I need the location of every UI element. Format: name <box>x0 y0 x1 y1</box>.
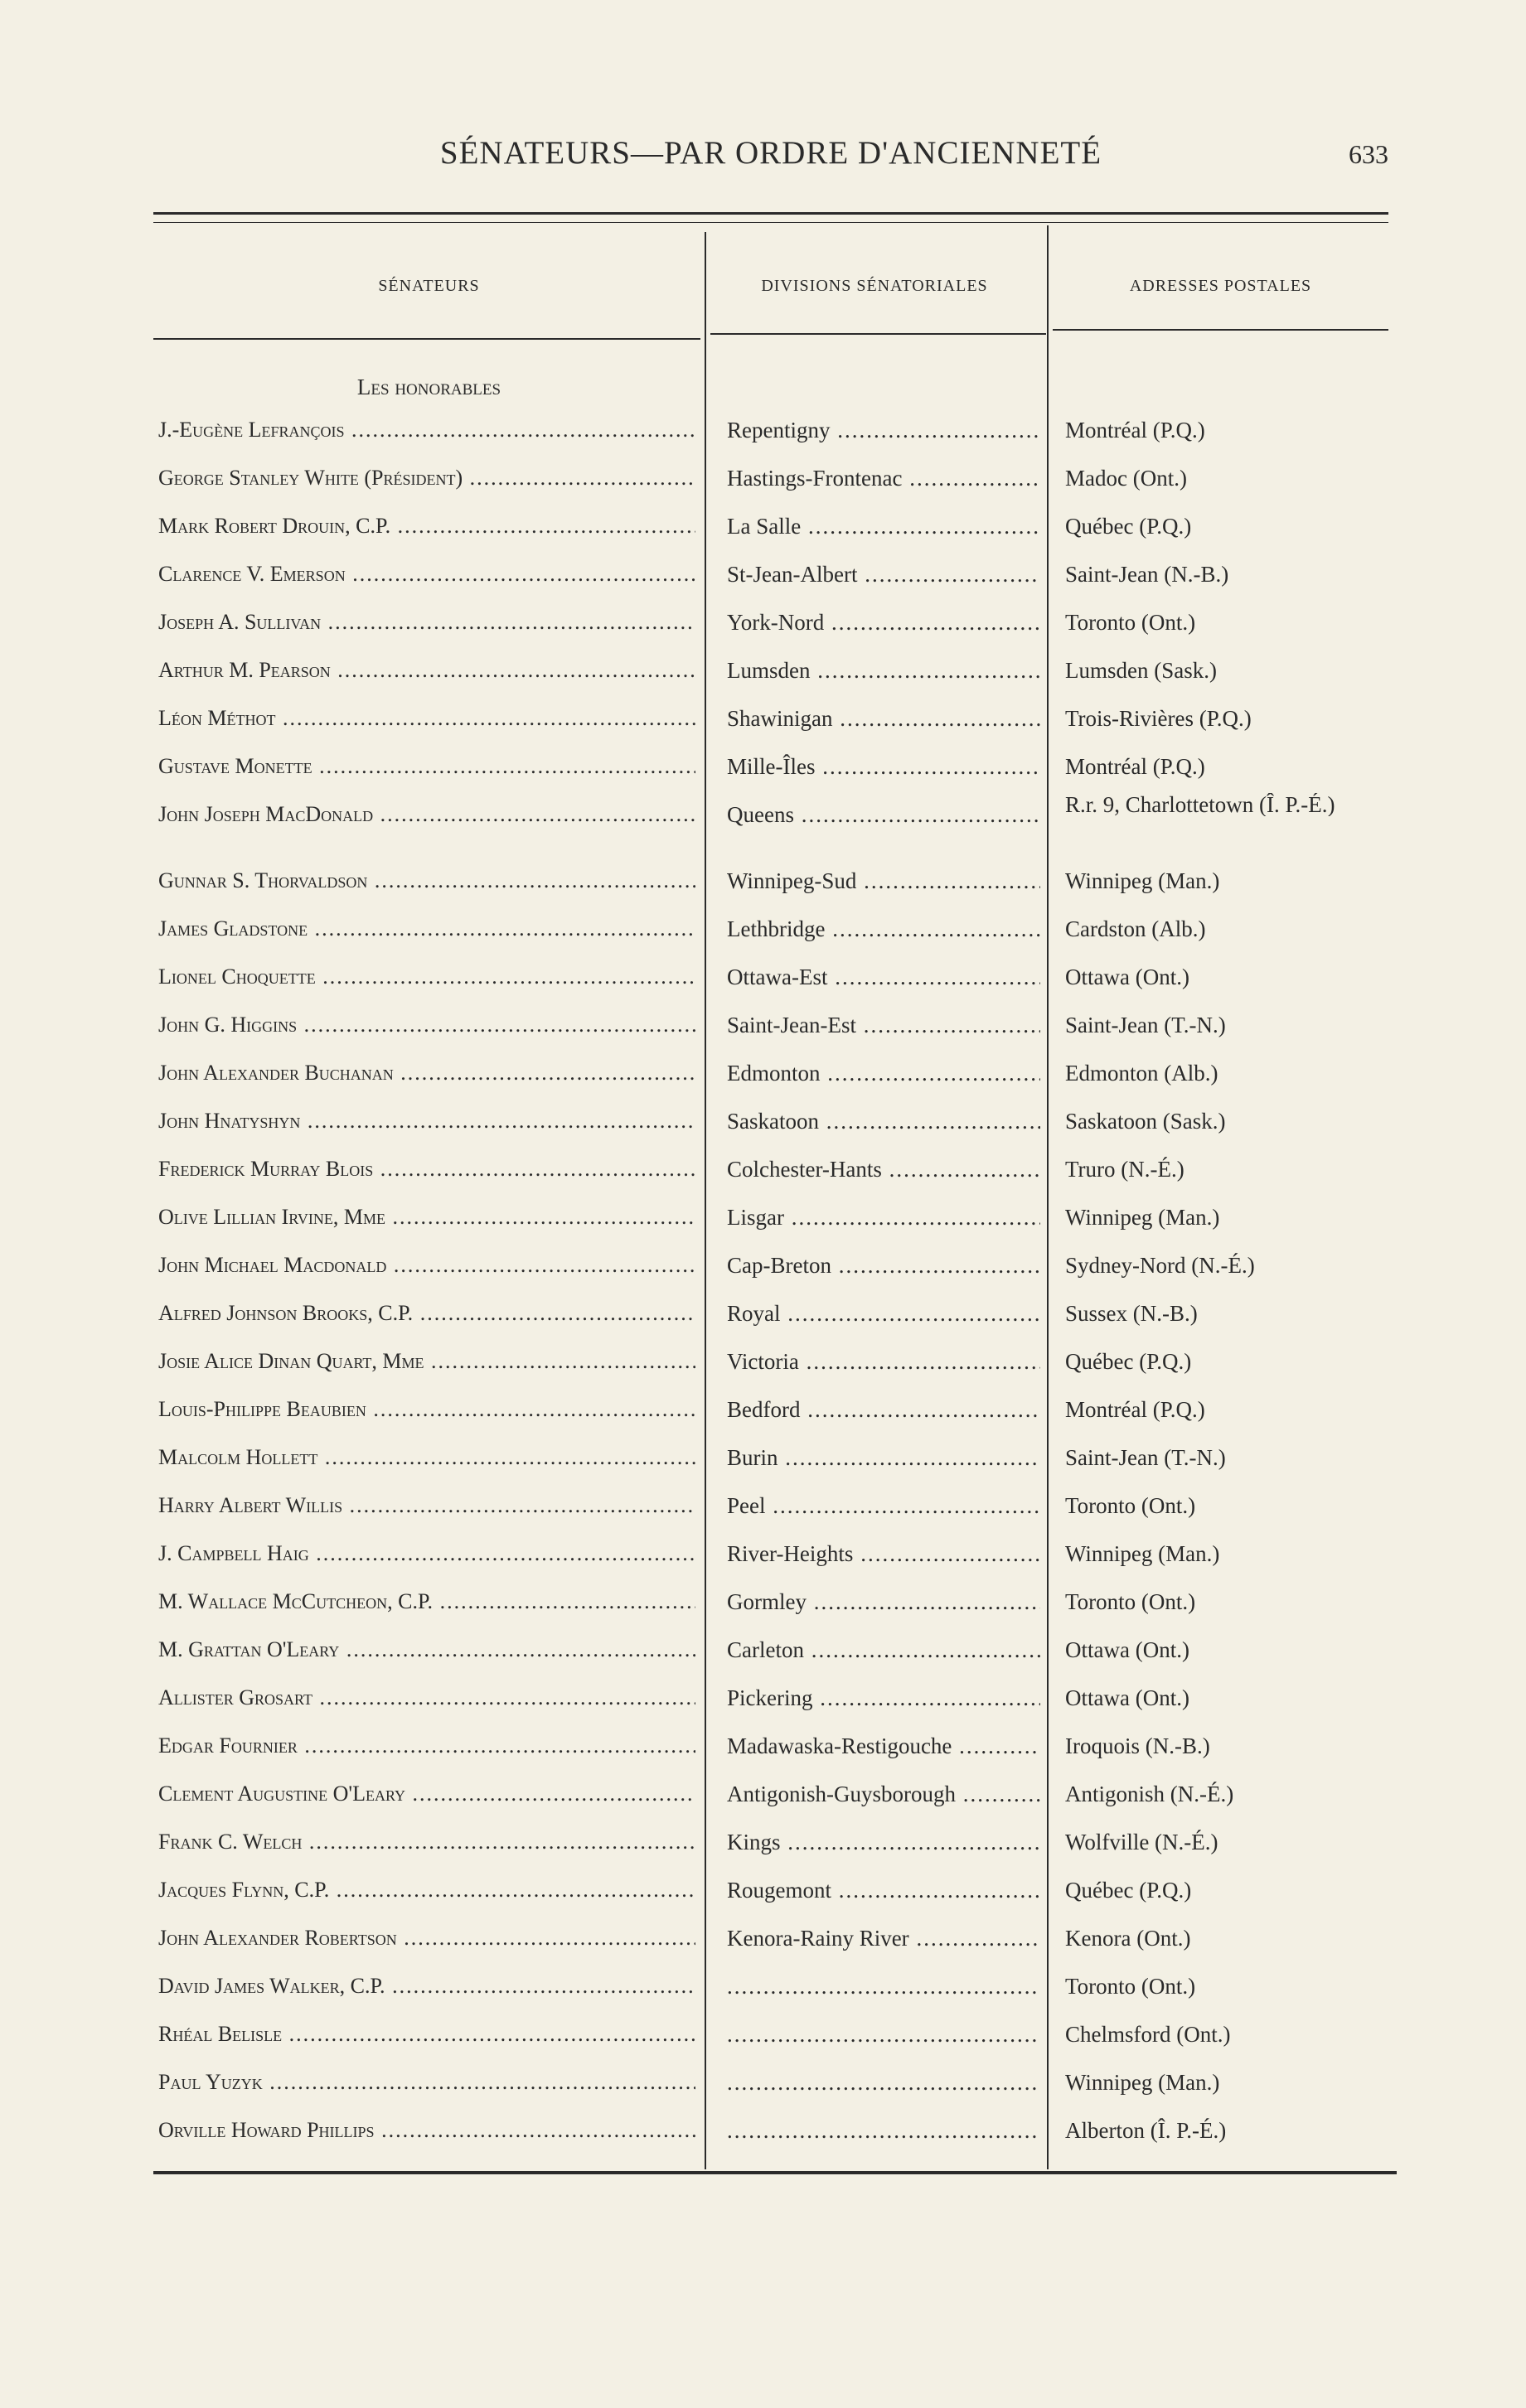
senatorial-division: Lethbridge ..... <box>727 912 1040 945</box>
subheading: Les honorables <box>356 375 501 399</box>
senator-name: Alfred Johnson Brooks, C.P. ..... <box>158 1297 695 1330</box>
senatorial-division: Saint-Jean-Est ..... <box>727 1008 1040 1042</box>
senator-name: Harry Albert Willis ..... <box>158 1489 695 1522</box>
senatorial-division: Kings ..... <box>727 1825 1040 1859</box>
table-row <box>153 1825 1388 1859</box>
senator-name: Gustave Monette ..... <box>158 750 695 783</box>
postal-address: Cardston (Alb.) <box>1065 916 1206 941</box>
senatorial-division: Madawaska-Restigouche ..... <box>727 1729 1040 1762</box>
senator-name: George Stanley White (Président) ..... <box>158 462 695 495</box>
table-row <box>153 1249 1388 1282</box>
senator-name: Paul Yuzyk ..... <box>158 2066 695 2099</box>
postal-address: Truro (N.-É.) <box>1065 1157 1184 1182</box>
senator-name: Malcolm Hollett ..... <box>158 1441 695 1474</box>
postal-address: Winnipeg (Man.) <box>1065 1541 1220 1566</box>
senator-name: Jacques Flynn, C.P. ..... <box>158 1874 695 1907</box>
postal-address: Saint-Jean (T.-N.) <box>1065 1445 1226 1470</box>
header-rule-adresses <box>1053 329 1388 331</box>
postal-address: Wolfville (N.-É.) <box>1065 1830 1218 1854</box>
senator-name: Frank C. Welch ..... <box>158 1825 695 1859</box>
senator-name: James Gladstone ..... <box>158 912 695 945</box>
postal-address: Québec (P.Q.) <box>1065 514 1192 539</box>
senatorial-division: Saskatoon ..... <box>727 1105 1040 1138</box>
table-row <box>153 1970 1388 2003</box>
senatorial-division: Queens ..... <box>727 798 1040 831</box>
postal-address: Montréal (P.Q.) <box>1065 1397 1205 1422</box>
table-row <box>153 510 1388 543</box>
senator-name: Joseph A. Sullivan ..... <box>158 606 695 639</box>
senator-name: J.-Eugène Lefrançois ..... <box>158 413 695 447</box>
column-header-adresses: ADRESSES POSTALES <box>1129 277 1312 295</box>
senator-name: John Michael Macdonald ..... <box>158 1249 695 1282</box>
senatorial-division: Royal ..... <box>727 1297 1040 1330</box>
senator-name: Josie Alice Dinan Quart, Mme ..... <box>158 1345 695 1378</box>
senator-name: Edgar Fournier ..... <box>158 1729 695 1762</box>
senatorial-division <box>727 1970 1040 2003</box>
senator-name: David James Walker, C.P. ..... <box>158 1970 695 2003</box>
table-row <box>153 2066 1388 2099</box>
senatorial-division: Victoria ..... <box>727 1345 1040 1378</box>
table-row <box>153 1441 1388 1474</box>
senatorial-division: Rougemont ..... <box>727 1874 1040 1907</box>
postal-address: Winnipeg (Man.) <box>1065 868 1220 893</box>
senatorial-division: Shawinigan ..... <box>727 702 1040 735</box>
document-page <box>153 0 1388 2408</box>
postal-address: Montréal (P.Q.) <box>1065 754 1205 779</box>
postal-address: Saint-Jean (N.-B.) <box>1065 562 1229 587</box>
senator-name: Olive Lillian Irvine, Mme ..... <box>158 1201 695 1234</box>
table-row <box>153 1008 1388 1042</box>
postal-address: R.r. 9, Charlottetown (Î. P.-É.) <box>1065 793 1335 816</box>
postal-address: Iroquois (N.-B.) <box>1065 1733 1210 1758</box>
table-row <box>153 1345 1388 1378</box>
postal-address: Sussex (N.-B.) <box>1065 1301 1198 1326</box>
page-header <box>153 134 1388 184</box>
postal-address: Edmonton (Alb.) <box>1065 1061 1218 1086</box>
table-row <box>153 2018 1388 2051</box>
postal-address: Québec (P.Q.) <box>1065 1878 1192 1903</box>
senator-name: Arthur M. Pearson ..... <box>158 654 695 687</box>
senatorial-division: Winnipeg-Sud ..... <box>727 864 1040 897</box>
page-title: SÉNATEURS—PAR ORDRE D'ANCIENNETÉ <box>439 135 1102 171</box>
table-row <box>153 1729 1388 1762</box>
senatorial-division: Carleton ..... <box>727 1633 1040 1666</box>
senator-name: J. Campbell Haig ..... <box>158 1537 695 1570</box>
table-row <box>153 864 1388 897</box>
senatorial-division: River-Heights ..... <box>727 1537 1040 1570</box>
table-row <box>153 750 1388 783</box>
header-rule-divisions <box>710 333 1046 335</box>
senator-name: Lionel Choquette ..... <box>158 960 695 994</box>
senator-name: M. Grattan O'Leary ..... <box>158 1633 695 1666</box>
senatorial-division: Edmonton ..... <box>727 1057 1040 1090</box>
postal-address: Sydney-Nord (N.-É.) <box>1065 1253 1255 1278</box>
column-header-divisions: DIVISIONS SÉNATORIALES <box>761 277 988 295</box>
senatorial-division: Peel ..... <box>727 1489 1040 1522</box>
senator-name: Mark Robert Drouin, C.P. ..... <box>158 510 695 543</box>
header-rule-senateurs <box>153 338 700 340</box>
postal-address: Madoc (Ont.) <box>1065 466 1187 491</box>
senator-name: Louis-Philippe Beaubien ..... <box>158 1393 695 1426</box>
postal-address: Toronto (Ont.) <box>1065 1589 1196 1614</box>
senator-name: John G. Higgins ..... <box>158 1008 695 1042</box>
table-row <box>153 606 1388 639</box>
senator-name: John Alexander Robertson ..... <box>158 1922 695 1955</box>
postal-address: Ottawa (Ont.) <box>1065 1637 1189 1662</box>
senatorial-division <box>727 2018 1040 2051</box>
table-row <box>153 1874 1388 1907</box>
senator-name: M. Wallace McCutcheon, C.P. ..... <box>158 1585 695 1618</box>
senator-name: Gunnar S. Thorvaldson ..... <box>158 864 695 897</box>
table-row <box>153 912 1388 945</box>
senatorial-division: Burin ..... <box>727 1441 1040 1474</box>
top-rule-thick <box>153 212 1388 215</box>
senator-name: John Hnatyshyn ..... <box>158 1105 695 1138</box>
postal-address: Alberton (Î. P.-É.) <box>1065 2118 1227 2143</box>
table-row <box>153 1201 1388 1234</box>
table-row <box>153 1681 1388 1714</box>
table-row <box>153 654 1388 687</box>
senatorial-division: Gormley ..... <box>727 1585 1040 1618</box>
page-number: 633 <box>1349 139 1388 169</box>
senatorial-division: Colchester-Hants ..... <box>727 1153 1040 1186</box>
senator-name: Rhéal Belisle ..... <box>158 2018 695 2051</box>
senatorial-division: Kenora-Rainy River ..... <box>727 1922 1040 1955</box>
senatorial-division: Ottawa-Est ..... <box>727 960 1040 994</box>
senatorial-division: Bedford ..... <box>727 1393 1040 1426</box>
column-header-senateurs: SÉNATEURS <box>378 277 480 295</box>
postal-address: Toronto (Ont.) <box>1065 1493 1196 1518</box>
senatorial-division <box>727 2114 1040 2147</box>
postal-address: Ottawa (Ont.) <box>1065 965 1189 989</box>
senatorial-division: Hastings-Frontenac ..... <box>727 462 1040 495</box>
postal-address: Chelmsford (Ont.) <box>1065 2022 1231 2047</box>
table-row <box>153 960 1388 994</box>
senator-name: Léon Méthot ..... <box>158 702 695 735</box>
table-row <box>153 1105 1388 1138</box>
senator-name: Allister Grosart ..... <box>158 1681 695 1714</box>
senatorial-division: Antigonish-Guysborough ..... <box>727 1777 1040 1811</box>
senator-name: Frederick Murray Blois ..... <box>158 1153 695 1186</box>
senatorial-division: La Salle ..... <box>727 510 1040 543</box>
senatorial-division: Pickering ..... <box>727 1681 1040 1714</box>
table-row <box>153 1537 1388 1570</box>
postal-address: Kenora (Ont.) <box>1065 1926 1191 1951</box>
senator-name: John Alexander Buchanan ..... <box>158 1057 695 1090</box>
table-row <box>153 793 1388 831</box>
senator-name: Clarence V. Emerson ..... <box>158 558 695 591</box>
table-row <box>153 1922 1388 1955</box>
senatorial-division: Lumsden ..... <box>727 654 1040 687</box>
postal-address: Toronto (Ont.) <box>1065 1974 1196 1999</box>
postal-address: Montréal (P.Q.) <box>1065 418 1205 442</box>
postal-address: Ottawa (Ont.) <box>1065 1685 1189 1710</box>
table-row <box>153 462 1388 495</box>
postal-address: Trois-Rivières (P.Q.) <box>1065 706 1252 731</box>
table-row <box>153 1489 1388 1522</box>
table-row <box>153 1585 1388 1618</box>
senator-name: Clement Augustine O'Leary ..... <box>158 1777 695 1811</box>
postal-address: Toronto (Ont.) <box>1065 610 1196 635</box>
table-row <box>153 1153 1388 1186</box>
column-headers <box>153 223 1388 339</box>
table-row <box>153 1633 1388 1666</box>
senator-name: Orville Howard Phillips ..... <box>158 2114 695 2147</box>
postal-address: Saskatoon (Sask.) <box>1065 1109 1226 1134</box>
senatorial-division: St-Jean-Albert ..... <box>727 558 1040 591</box>
senatorial-division: York-Nord ..... <box>727 606 1040 639</box>
postal-address: Winnipeg (Man.) <box>1065 2070 1220 2095</box>
senatorial-division: Mille-Îles ..... <box>727 750 1040 783</box>
senatorial-division: Lisgar ..... <box>727 1201 1040 1234</box>
bottom-rule <box>153 2171 1397 2174</box>
postal-address: Antigonish (N.-É.) <box>1065 1782 1234 1806</box>
table-row <box>153 2114 1388 2147</box>
table-row <box>153 1297 1388 1330</box>
senatorial-division: Repentigny ..... <box>727 413 1040 447</box>
postal-address: Saint-Jean (T.-N.) <box>1065 1013 1226 1037</box>
senatorial-division: Cap-Breton ..... <box>727 1249 1040 1282</box>
table-row <box>153 702 1388 735</box>
table-row <box>153 1777 1388 1811</box>
table-row <box>153 558 1388 591</box>
postal-address: Lumsden (Sask.) <box>1065 658 1217 683</box>
postal-address: Winnipeg (Man.) <box>1065 1205 1220 1230</box>
table-row <box>153 1393 1388 1426</box>
table-row <box>153 1057 1388 1090</box>
senator-name: John Joseph MacDonald ..... <box>158 798 695 831</box>
postal-address: Québec (P.Q.) <box>1065 1349 1192 1374</box>
senatorial-division <box>727 2066 1040 2099</box>
table-row <box>153 413 1388 447</box>
